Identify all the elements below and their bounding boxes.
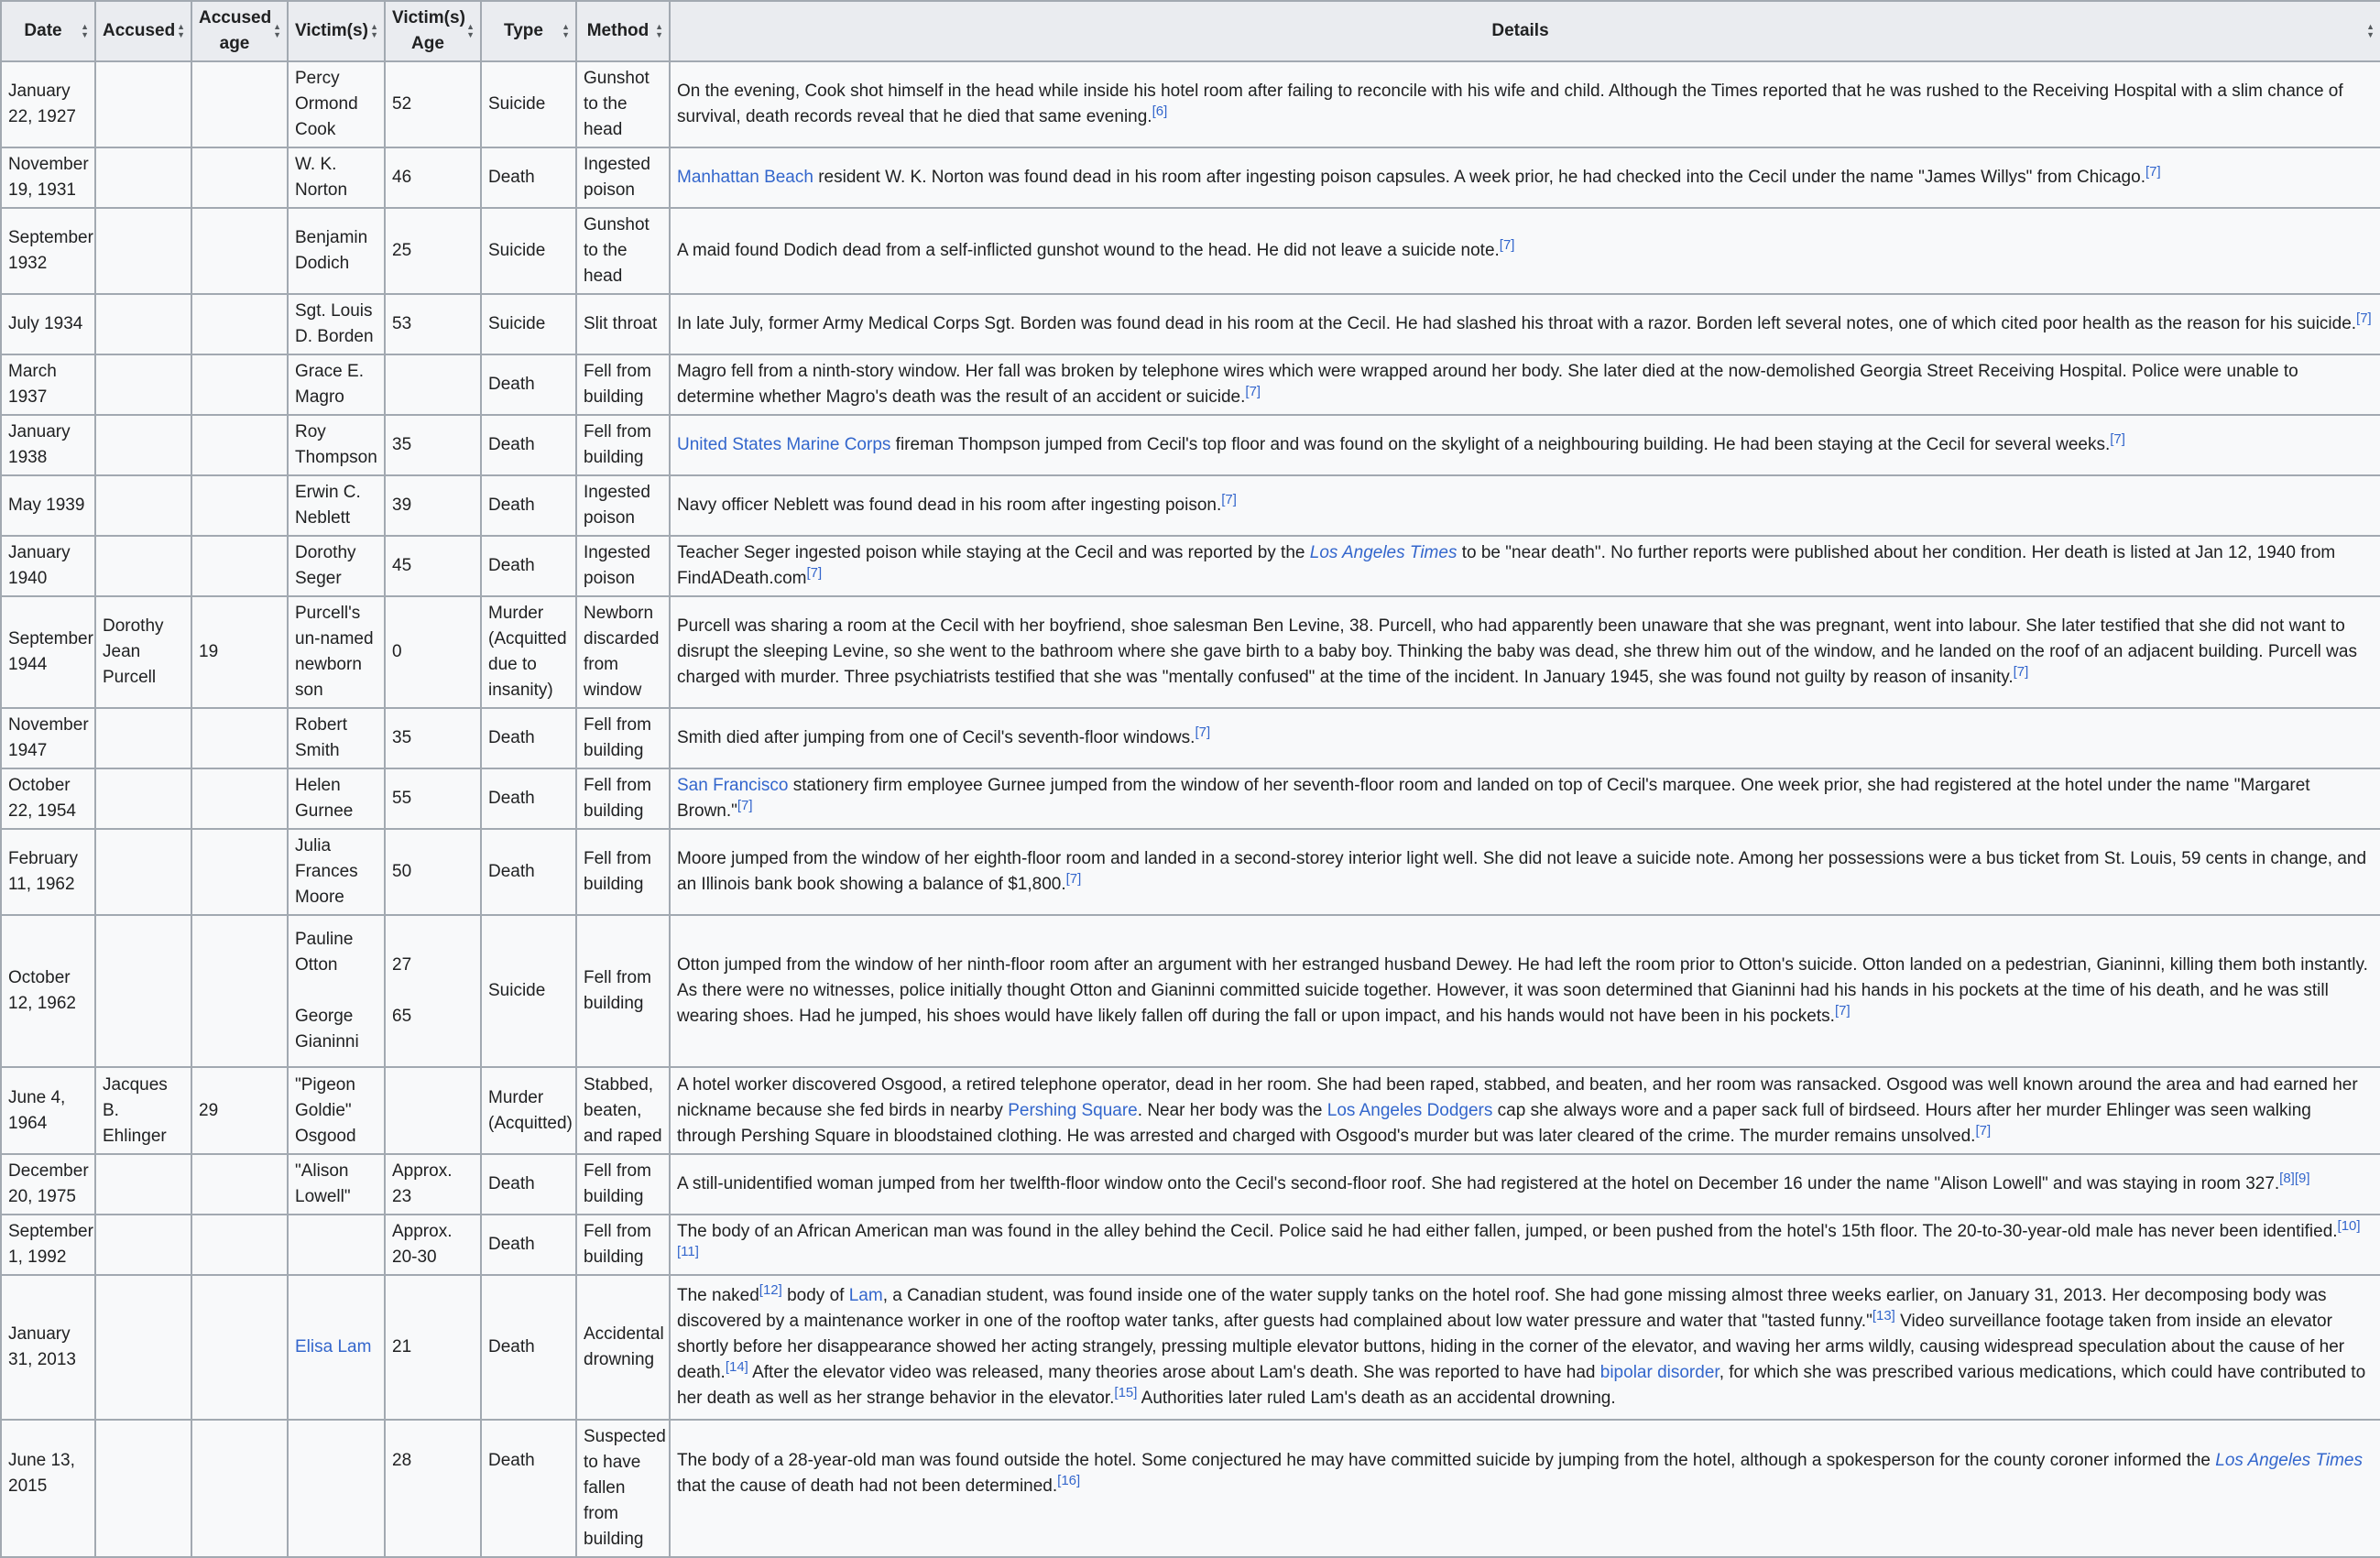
cell-accused xyxy=(95,1215,191,1275)
wiki-link[interactable]: Lam xyxy=(848,1286,883,1305)
cell-details xyxy=(670,208,2380,294)
cell-date: February 11, 1962 xyxy=(1,829,95,915)
cell-type: Death xyxy=(481,536,576,596)
citation-link[interactable]: [7] xyxy=(1499,237,1515,253)
cell-accused-age xyxy=(191,415,288,475)
cell-victims-age xyxy=(385,915,481,1067)
cell-details xyxy=(670,1420,2380,1557)
cell-victims: Grace E. Magro xyxy=(288,354,385,415)
cell-victims-age: 21 xyxy=(385,1275,481,1420)
col-header-method[interactable] xyxy=(576,1,670,61)
cell-accused xyxy=(95,1275,191,1420)
table-row xyxy=(1,536,2380,596)
cell-accused xyxy=(95,475,191,536)
citation-link[interactable]: [7] xyxy=(1245,384,1261,399)
cell-type: Death xyxy=(481,768,576,829)
citation-link[interactable]: [7] xyxy=(1834,1003,1851,1019)
cell-date: December 20, 1975 xyxy=(1,1154,95,1215)
citation-link[interactable]: [15] xyxy=(1114,1385,1138,1400)
details-text: cap she always wore and a paper sack full of birdseed. Hours after her murder Ehlinger was seen walking through Pershing Square in bloodstained clothing. He was arrested and charged with Osgood's murder but was later cleared of the crime. The murder remains unsolved. xyxy=(677,1100,2311,1146)
cell-details xyxy=(670,536,2380,596)
cell-victims-age: 52 xyxy=(385,61,481,147)
details-text: Magro fell from a ninth-story window. Her fall was broken by telephone wires which were wrapped around her body. She later died at the now-demolished Georgia Street Receiving Hospital. Police were unable to determine whether Magro's death was the result of an accident or suicide. xyxy=(677,362,2298,407)
wiki-link[interactable]: Los Angeles Dodgers xyxy=(1326,1100,1493,1120)
cell-victims-age: 53 xyxy=(385,294,481,354)
citation-link[interactable]: [7] xyxy=(2145,164,2161,180)
cell-method: Newborn discarded from window xyxy=(576,596,670,708)
table-row xyxy=(1,596,2380,708)
citation-link[interactable]: [7] xyxy=(1195,725,1211,740)
cell-victims-age: 55 xyxy=(385,768,481,829)
details-text: Smith died after jumping from one of Cecil's seventh-floor windows. xyxy=(677,728,1195,747)
victim-link[interactable]: Elisa Lam xyxy=(295,1337,372,1356)
victim-name: Pauline Otton xyxy=(295,930,354,975)
cell-method: Ingested poison xyxy=(576,147,670,208)
cell-victims-age: Approx. 23 xyxy=(385,1154,481,1215)
table-row xyxy=(1,208,2380,294)
cell-date: October 12, 1962 xyxy=(1,915,95,1067)
cell-type: Death xyxy=(481,1275,576,1420)
cell-type: Death xyxy=(481,829,576,915)
details-text: Navy officer Neblett was found dead in his room after ingesting poison. xyxy=(677,496,1222,515)
col-header-date[interactable] xyxy=(1,1,95,61)
cell-type: Murder (Acquitted) xyxy=(481,1067,576,1154)
table-header-row xyxy=(1,1,2380,61)
cell-method: Fell from building xyxy=(576,768,670,829)
cell-method: Gunshot to the head xyxy=(576,61,670,147)
cell-date: June 4, 1964 xyxy=(1,1067,95,1154)
details-text: . Near her body was the xyxy=(1137,1100,1327,1120)
cell-accused-age xyxy=(191,475,288,536)
cell-details xyxy=(670,596,2380,708)
header-label: Accused xyxy=(103,21,176,40)
citation-link[interactable]: [8][9] xyxy=(2279,1171,2310,1186)
cell-accused xyxy=(95,708,191,768)
citation-link[interactable]: [7] xyxy=(2013,664,2029,680)
cell-victims-age: 28 xyxy=(385,1420,481,1557)
cell-details xyxy=(670,915,2380,1067)
wiki-link[interactable]: Manhattan Beach xyxy=(677,168,813,187)
cell-method: Fell from building xyxy=(576,1154,670,1215)
cell-victims-age: 45 xyxy=(385,536,481,596)
wiki-link[interactable]: bipolar disorder xyxy=(1599,1363,1719,1382)
details-text: A still-unidentified woman jumped from her twelfth-floor window onto the Cecil's second-floor roof. She had registered at the hotel on December 16 under the name "Alison Lowell" and was staying in room 327. xyxy=(677,1174,2280,1193)
cell-accused-age xyxy=(191,1215,288,1275)
header-label: Victim(s) Age xyxy=(392,8,465,53)
cell-type: Suicide xyxy=(481,208,576,294)
cell-victims: Helen Gurnee xyxy=(288,768,385,829)
sort-arrows-icon[interactable]: ▲ ▼ xyxy=(466,22,475,39)
cell-details xyxy=(670,354,2380,415)
cell-victims: "Alison Lowell" xyxy=(288,1154,385,1215)
sort-arrows-icon[interactable]: ▲ ▼ xyxy=(81,22,89,39)
table-row xyxy=(1,915,2380,1067)
col-header-victims[interactable] xyxy=(288,1,385,61)
details-text: The body of an African American man was found in the alley behind the Cecil. Police said he had either fallen, jumped, or been pushed from the hotel's 15th floor. The 20-to-30-year-old male has never been identified. xyxy=(677,1222,2338,1241)
cell-type: Death xyxy=(481,1420,576,1557)
cell-accused-age xyxy=(191,1154,288,1215)
header-label: Accused age xyxy=(199,8,272,53)
cell-victims xyxy=(288,1275,385,1420)
cell-date: November 19, 1931 xyxy=(1,147,95,208)
wiki-link[interactable]: Los Angeles Times xyxy=(1309,543,1457,562)
cell-accused xyxy=(95,415,191,475)
cell-details xyxy=(670,768,2380,829)
cell-accused xyxy=(95,354,191,415)
details-text: Purcell was sharing a room at the Cecil with her boyfriend, shoe salesman Ben Levine, 38. Purcell, who had apparently been unaware that she was pregnant, went into labour. She later testified that she did not want to disrupt the sleeping Levine, so she went to the bathroom where she gave birth to a baby boy. Thinking the baby was dead, she threw him out of the window, and he landed on the roof of an adjacent building. Purcell was charged with murder. Three psychiatrists testified that she was "mentally confused" at the time of the incident. In January 1945, she was found not guilty by reason of insanity. xyxy=(677,616,2357,687)
details-text: On the evening, Cook shot himself in the head while inside his hotel room after failing to reconcile with his wife and child. Although the Times reported that he was rushed to the Receiving Hospital with a slim chance of survival, death records reveal that he died that same evening. xyxy=(677,82,2343,126)
cell-accused xyxy=(95,294,191,354)
header-label: Method xyxy=(586,21,650,40)
cell-victims xyxy=(288,915,385,1067)
details-text: fireman Thompson jumped from Cecil's top floor and was found on the skylight of a neighbouring building. He had been staying at the Cecil for several weeks. xyxy=(890,435,2111,454)
table-row xyxy=(1,1067,2380,1154)
cell-type: Death xyxy=(481,147,576,208)
cell-type: Death xyxy=(481,415,576,475)
citation-link[interactable]: [10][11] xyxy=(677,1218,2361,1259)
victim-name: George Gianinni xyxy=(295,1007,359,1051)
cell-victims-age: 39 xyxy=(385,475,481,536)
citation-link[interactable]: [7] xyxy=(806,565,823,581)
cell-accused xyxy=(95,147,191,208)
cell-date: January 31, 2013 xyxy=(1,1275,95,1420)
cell-method: Fell from building xyxy=(576,915,670,1067)
cell-details xyxy=(670,415,2380,475)
cell-accused xyxy=(95,208,191,294)
cell-date: November 1947 xyxy=(1,708,95,768)
header-label: Victim(s) xyxy=(295,21,368,40)
cell-victims-age: Approx. 20-30 xyxy=(385,1215,481,1275)
cell-victims xyxy=(288,1420,385,1557)
cell-method: Fell from building xyxy=(576,1215,670,1275)
table-row xyxy=(1,61,2380,147)
cell-method: Fell from building xyxy=(576,708,670,768)
table-row xyxy=(1,475,2380,536)
cell-victims-age: 35 xyxy=(385,415,481,475)
details-text: resident W. K. Norton was found dead in his room after ingesting poison capsules. A week prior, he had checked into the Cecil under the name "James Willys" from Chicago. xyxy=(813,168,2145,187)
cell-type: Death xyxy=(481,1215,576,1275)
cell-date: January 1938 xyxy=(1,415,95,475)
cell-victims: Sgt. Louis D. Borden xyxy=(288,294,385,354)
wiki-link[interactable]: Pershing Square xyxy=(1008,1100,1138,1120)
cell-type: Suicide xyxy=(481,294,576,354)
cell-victims-age xyxy=(385,1067,481,1154)
cell-victims-age: 50 xyxy=(385,829,481,915)
wiki-link[interactable]: San Francisco xyxy=(677,776,789,795)
cell-victims: Roy Thompson xyxy=(288,415,385,475)
cell-victims: Purcell's un-named newborn son xyxy=(288,596,385,708)
cell-method: Fell from building xyxy=(576,829,670,915)
cell-method: Fell from building xyxy=(576,354,670,415)
cell-accused-age xyxy=(191,294,288,354)
details-text: The body of a 28-year-old man was found outside the hotel. Some conjectured he may have committed suicide by jumping from the hotel, although a spokesperson for the county coroner informed the xyxy=(677,1451,2216,1470)
cell-accused-age xyxy=(191,147,288,208)
col-header-type[interactable] xyxy=(481,1,576,61)
sort-arrows-icon[interactable]: ▲ ▼ xyxy=(177,22,185,39)
cell-accused-age: 29 xyxy=(191,1067,288,1154)
cell-victims: "Pigeon Goldie" Osgood xyxy=(288,1067,385,1154)
details-text: In late July, former Army Medical Corps Sgt. Borden was found dead in his room at the Cecil. He had slashed his throat with a razor. Borden left several notes, one of which cited poor health as the reason for his suicide. xyxy=(677,314,2357,333)
citation-link[interactable]: [14] xyxy=(725,1359,748,1375)
cell-victims: Percy Ormond Cook xyxy=(288,61,385,147)
citation-link[interactable]: [7] xyxy=(1065,871,1082,887)
cell-accused: Dorothy Jean Purcell xyxy=(95,596,191,708)
cell-accused xyxy=(95,915,191,1067)
citation-link[interactable]: [12] xyxy=(759,1282,782,1298)
details-text: Authorities later ruled Lam's death as an accidental drowning. xyxy=(1137,1389,1616,1408)
citation-link[interactable]: [7] xyxy=(1221,492,1237,507)
header-label: Details xyxy=(1491,21,1549,40)
cell-type: Suicide xyxy=(481,61,576,147)
cell-accused-age xyxy=(191,208,288,294)
table-row xyxy=(1,1420,2380,1557)
cell-details xyxy=(670,829,2380,915)
details-text: stationery firm employee Gurnee jumped from the window of her seventh-floor room and landed on top of Cecil's marquee. One week prior, she had registered at the hotel under the name "Margaret Brown." xyxy=(677,776,2310,821)
victim-age: 65 xyxy=(392,1007,412,1026)
sort-arrows-icon[interactable]: ▲ ▼ xyxy=(273,22,281,39)
cell-victims-age: 0 xyxy=(385,596,481,708)
citation-link[interactable]: [7] xyxy=(737,798,753,813)
table-row xyxy=(1,1275,2380,1420)
details-text: Otton jumped from the window of her ninth-floor room after an argument with her estranged husband Dewey. He had left the room prior to Otton's suicide. Otton landed on a pedestrian, Gianinni, killing them both instantly. As there were no witnesses, police initially thought Otton and Gianinni committed suicide together. However, it was soon determined that Gianinni had his hands in his pockets at the time of his death, and he was still wearing shoes. Had he jumped, his shoes would have likely fallen off during the fall or upon impact, and his hands would not have been in his pockets. xyxy=(677,955,2368,1026)
cell-accused xyxy=(95,829,191,915)
cell-details xyxy=(670,294,2380,354)
cell-accused xyxy=(95,536,191,596)
wiki-link[interactable]: Los Angeles Times xyxy=(2215,1451,2363,1470)
table-row xyxy=(1,354,2380,415)
cell-details xyxy=(670,147,2380,208)
cell-accused xyxy=(95,1154,191,1215)
details-text: that the cause of death had not been determined. xyxy=(677,1476,1058,1496)
col-header-accused-age[interactable] xyxy=(191,1,288,61)
cell-method: Ingested poison xyxy=(576,475,670,536)
table-row xyxy=(1,147,2380,208)
sort-arrows-icon[interactable]: ▲ ▼ xyxy=(370,22,378,39)
cell-date: October 22, 1954 xyxy=(1,768,95,829)
col-header-victims-age[interactable] xyxy=(385,1,481,61)
details-text: to be "near death". No further reports were published about her condition. Her death is listed at Jan 12, 1940 from FindADeath.com xyxy=(677,543,2336,588)
cell-accused xyxy=(95,768,191,829)
cell-accused: Jacques B. Ehlinger xyxy=(95,1067,191,1154)
details-text: , for which she was prescribed various medications, which could have contributed to her death as well as her strange behavior in the elevator. xyxy=(677,1363,2366,1408)
table-row xyxy=(1,708,2380,768)
details-text: A maid found Dodich dead from a self-inflicted gunshot wound to the head. He did not leave a suicide note. xyxy=(677,241,1500,260)
cell-accused-age xyxy=(191,61,288,147)
table-row xyxy=(1,768,2380,829)
citation-link[interactable]: [16] xyxy=(1057,1473,1081,1488)
sort-arrows-icon[interactable]: ▲ ▼ xyxy=(2366,22,2375,39)
cell-method: Fell from building xyxy=(576,415,670,475)
cell-victims: Julia Frances Moore xyxy=(288,829,385,915)
citation-link[interactable]: [13] xyxy=(1872,1308,1895,1324)
cell-date: September 1932 xyxy=(1,208,95,294)
cell-details xyxy=(670,61,2380,147)
cell-victims: W. K. Norton xyxy=(288,147,385,208)
cell-method: Stabbed, beaten, and raped xyxy=(576,1067,670,1154)
wiki-link[interactable]: United States Marine Corps xyxy=(677,435,891,454)
cell-victims-age: 46 xyxy=(385,147,481,208)
cell-accused-age xyxy=(191,915,288,1067)
cell-date: September 1, 1992 xyxy=(1,1215,95,1275)
details-text: A hotel worker discovered Osgood, a retired telephone operator, dead in her room. She had been raped, stabbed, and beaten, and her room was ransacked. Osgood was well known around the area and had earned her nickname because she fed birds in nearby xyxy=(677,1074,2358,1120)
citation-link[interactable]: [7] xyxy=(2356,311,2372,326)
cell-type: Death xyxy=(481,354,576,415)
sort-arrows-icon[interactable]: ▲ ▼ xyxy=(655,22,663,39)
details-text: After the elevator video was released, many theories arose about Lam's death. She was reported to have had xyxy=(748,1363,1600,1382)
table-row xyxy=(1,1154,2380,1215)
cell-victims: Erwin C. Neblett xyxy=(288,475,385,536)
col-header-details[interactable] xyxy=(670,1,2380,61)
header-label: Date xyxy=(24,21,62,40)
table-row xyxy=(1,829,2380,915)
cell-accused xyxy=(95,1420,191,1557)
cell-accused xyxy=(95,61,191,147)
cell-accused-age: 19 xyxy=(191,596,288,708)
table-row xyxy=(1,294,2380,354)
cell-type: Death xyxy=(481,1154,576,1215)
cell-date: May 1939 xyxy=(1,475,95,536)
cell-victims-age xyxy=(385,354,481,415)
details-text: , a Canadian student, was found inside one of the water supply tanks on the hotel roof. She had gone missing almost three weeks earlier, on January 31, 2013. Her decomposing body was discovered by a maintenance worker in one of the rooftop water tanks, after guests had complained about low water pressure and water that "tasted funny." xyxy=(677,1286,2327,1331)
cell-method: Ingested poison xyxy=(576,536,670,596)
victim-age: 27 xyxy=(392,955,412,975)
cell-victims: Dorothy Seger xyxy=(288,536,385,596)
cell-date: July 1934 xyxy=(1,294,95,354)
sort-arrows-icon[interactable]: ▲ ▼ xyxy=(562,22,570,39)
cell-accused-age xyxy=(191,829,288,915)
cell-type: Murder (Acquitted due to insanity) xyxy=(481,596,576,708)
cell-method: Gunshot to the head xyxy=(576,208,670,294)
citation-link[interactable]: [7] xyxy=(2110,431,2125,447)
details-text: The naked xyxy=(677,1286,759,1305)
cell-accused-age xyxy=(191,768,288,829)
cell-method: Slit throat xyxy=(576,294,670,354)
citation-link[interactable]: [7] xyxy=(1975,1122,1992,1139)
cell-accused-age xyxy=(191,354,288,415)
table-row xyxy=(1,415,2380,475)
details-text: Video surveillance footage taken from inside an elevator shortly before her disappearance showed her acting strangely, pressing multiple elevator buttons, hiding in the corner of the elevator, and waving her arms wildly, causing widespread speculation about the cause of her death. xyxy=(677,1312,2345,1382)
cell-victims: Benjamin Dodich xyxy=(288,208,385,294)
cell-victims-age: 25 xyxy=(385,208,481,294)
col-header-accused[interactable] xyxy=(95,1,191,61)
cell-accused-age xyxy=(191,708,288,768)
cell-type: Death xyxy=(481,475,576,536)
cell-details xyxy=(670,1067,2380,1154)
cell-date: January 22, 1927 xyxy=(1,61,95,147)
cell-type: Death xyxy=(481,708,576,768)
cell-details xyxy=(670,475,2380,536)
cell-accused-age xyxy=(191,1275,288,1420)
header-label: Type xyxy=(504,21,543,40)
cell-victims: Robert Smith xyxy=(288,708,385,768)
cell-accused-age xyxy=(191,1420,288,1557)
cell-type: Suicide xyxy=(481,915,576,1067)
cell-details xyxy=(670,708,2380,768)
cell-date: June 13, 2015 xyxy=(1,1420,95,1557)
cell-details xyxy=(670,1275,2380,1420)
cell-date: March 1937 xyxy=(1,354,95,415)
details-text: Teacher Seger ingested poison while staying at the Cecil and was reported by the xyxy=(677,543,1310,562)
cell-victims-age: 35 xyxy=(385,708,481,768)
cell-method: Accidental drowning xyxy=(576,1275,670,1420)
cell-victims xyxy=(288,1215,385,1275)
cell-method: Suspected to have fallen from building xyxy=(576,1420,670,1557)
details-text: Moore jumped from the window of her eighth-floor room and landed in a second-storey interior light well. She did not leave a suicide note. Among her possessions were a bus ticket from St. Louis, 59 cents in change, and an Illinois bank book showing a balance of $1,800. xyxy=(677,849,2367,894)
details-text: body of xyxy=(781,1286,849,1305)
cell-details xyxy=(670,1154,2380,1215)
cell-accused-age xyxy=(191,536,288,596)
cell-date: September 1944 xyxy=(1,596,95,708)
cell-details xyxy=(670,1215,2380,1275)
table-row xyxy=(1,1215,2380,1275)
citation-link[interactable]: [6] xyxy=(1152,104,1168,119)
cell-date: January 1940 xyxy=(1,536,95,596)
